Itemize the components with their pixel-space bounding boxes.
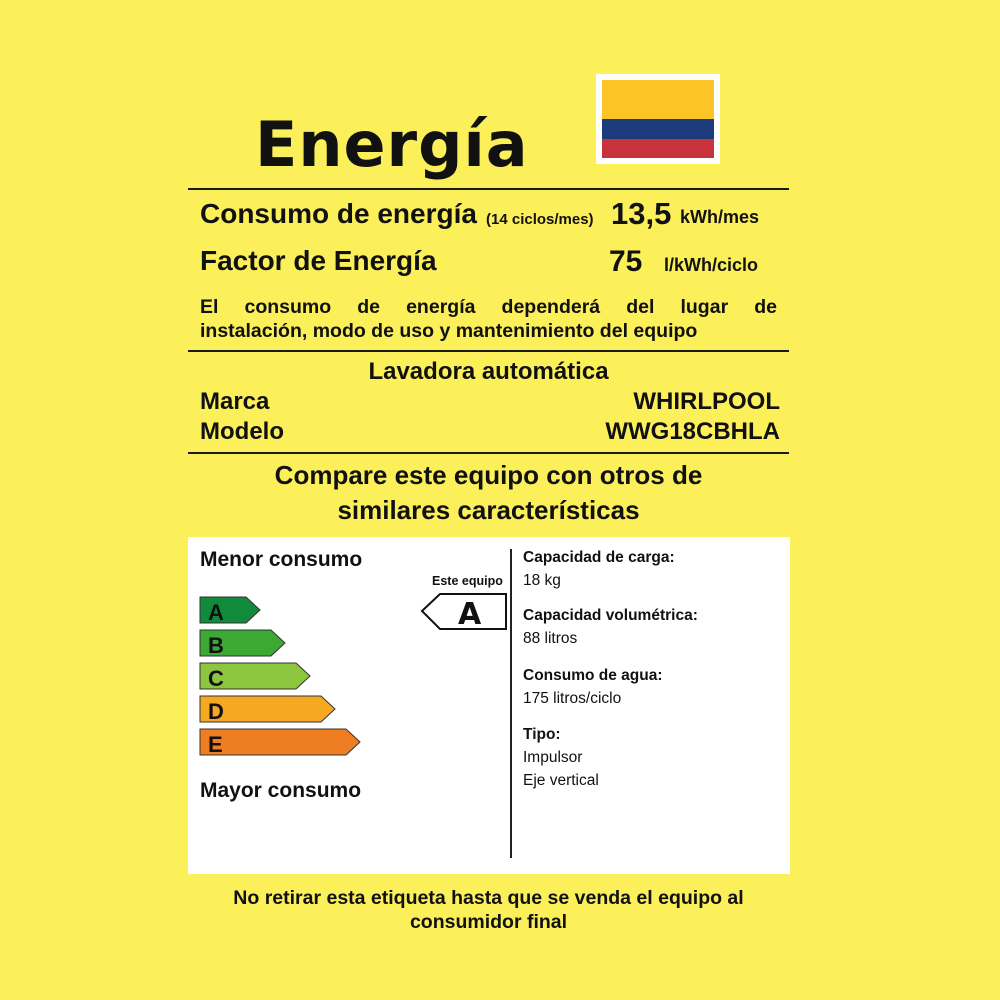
note-line-1: El consumo de energía dependerá del lugar de: [200, 296, 777, 318]
este-equipo-class: A: [458, 597, 482, 632]
product-type: Lavadora automática: [368, 358, 609, 385]
factor-label: Factor de Energía: [200, 245, 437, 276]
consumo-value: 13,5: [611, 196, 672, 231]
modelo-label: Modelo: [200, 418, 284, 445]
footer-line-2: consumidor final: [409, 911, 568, 933]
menor-consumo-label: Menor consumo: [200, 548, 363, 571]
este-equipo-indicator: [420, 592, 510, 632]
class-bar-a: [200, 597, 260, 625]
factor-unit: l/kWh/ciclo: [664, 255, 759, 275]
class-letter-d: D: [208, 699, 224, 724]
flag-stripe-blue: [602, 119, 714, 139]
consumo-label: Consumo de energía: [200, 198, 477, 229]
class-letter-c: C: [208, 666, 224, 691]
spec-volumetrica-label: Capacidad volumétrica:: [523, 607, 698, 624]
footer-line-1: No retirar esta etiqueta hasta que se venda el equipo al: [233, 887, 744, 909]
spec-volumetrica-value: 88 litros: [523, 630, 578, 647]
divider: [188, 452, 789, 454]
spec-tipo-label: Tipo:: [523, 726, 561, 743]
class-letter-e: E: [208, 732, 223, 757]
panel-divider: [510, 549, 512, 858]
class-bar-b: [200, 630, 285, 658]
compare-line-1: Compare este equipo con otros de: [274, 460, 703, 490]
label-title: Energía: [255, 108, 529, 181]
class-bar-e: [200, 729, 360, 757]
spec-agua-label: Consumo de agua:: [523, 667, 663, 684]
class-bar-c: [200, 663, 310, 691]
class-letter-b: B: [208, 633, 224, 658]
marca-value: WHIRLPOOL: [633, 388, 780, 415]
flag-stripe-yellow: [602, 80, 714, 119]
spec-tipo-value-1: Impulsor: [523, 749, 583, 766]
note-line-2: instalación, modo de uso y mantenimiento del equipo: [200, 320, 698, 342]
compare-line-2: similares características: [337, 495, 640, 525]
marca-label: Marca: [200, 388, 270, 415]
spec-carga-label: Capacidad de carga:: [523, 549, 675, 566]
mayor-consumo-label: Mayor consumo: [200, 779, 362, 802]
divider: [188, 350, 789, 352]
consumo-note: (14 ciclos/mes): [486, 211, 594, 228]
flag-stripe-red: [602, 139, 714, 158]
este-equipo-label: Este equipo: [432, 574, 503, 588]
consumo-unit: kWh/mes: [680, 207, 760, 227]
factor-value: 75: [609, 245, 643, 278]
efficiency-scale: [196, 594, 376, 764]
modelo-value: WWG18CBHLA: [605, 418, 780, 445]
spec-carga-value: 18 kg: [523, 572, 561, 589]
spec-agua-value: 175 litros/ciclo: [523, 690, 622, 707]
spec-tipo-value-2: Eje vertical: [523, 772, 599, 789]
class-letter-a: A: [208, 600, 224, 625]
class-bar-d: [200, 696, 335, 724]
divider: [188, 188, 789, 190]
colombia-flag-icon: [596, 74, 720, 164]
